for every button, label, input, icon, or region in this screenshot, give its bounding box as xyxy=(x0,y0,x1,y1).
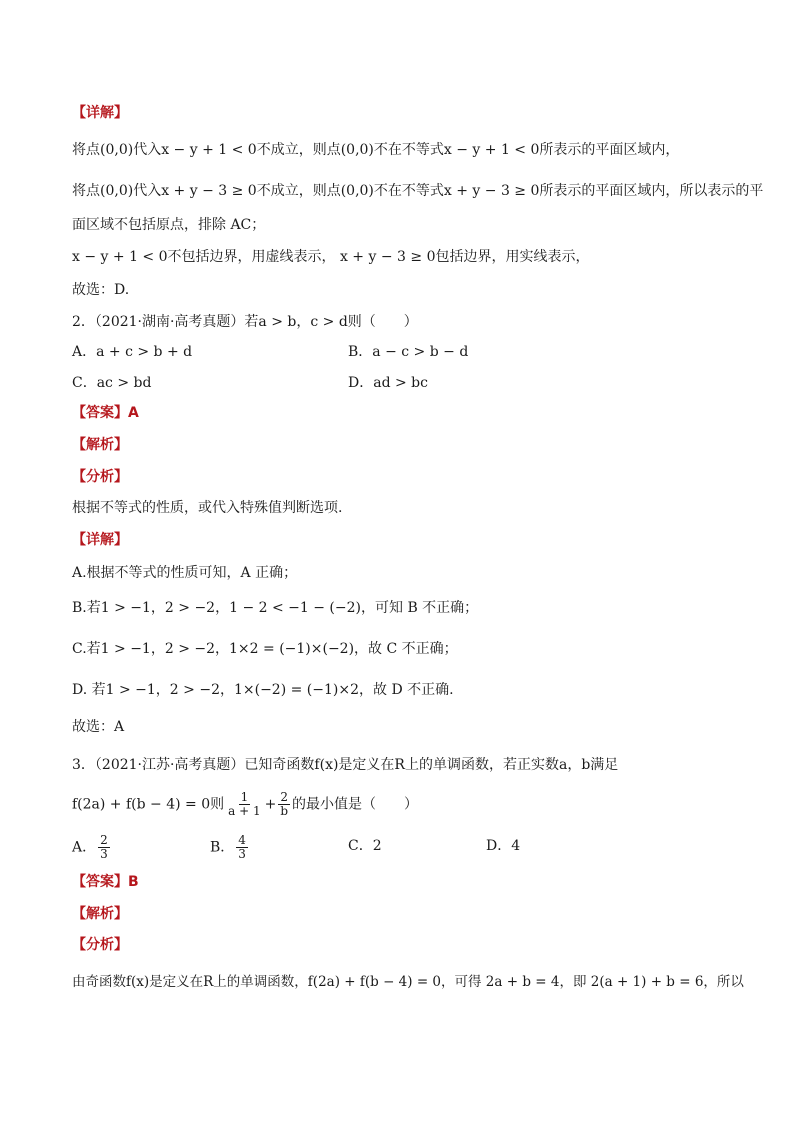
fraction-1-over-a-plus-1 xyxy=(226,791,262,818)
q2-detail-d: D. 若1 > −1，2 > −2，1×(−2) = (−1)×2，故 D 不正确. xyxy=(72,682,454,698)
fraction-numerator: 1 xyxy=(240,790,249,804)
option-label: B． xyxy=(210,839,235,856)
q2-analysis-heading: 【解析】 xyxy=(72,437,128,453)
q2-option-c: C．ac > bd xyxy=(72,375,152,391)
q3-option-a xyxy=(72,834,112,861)
fraction-2-over-b xyxy=(278,791,290,818)
q2-option-b: B．a − c > b − d xyxy=(348,344,469,360)
q3-fenxi-heading: 【分析】 xyxy=(72,937,128,953)
question-3-stem-line-1: 3．（2021·江苏·高考真题）已知奇函数f(x)是定义在R上的单调函数，若正实数a，b满足 xyxy=(72,757,619,773)
q2-detail-b: B.若1 > −1，2 > −2，1 − 2 < −1 − (−2)，可知 B 不正确； xyxy=(72,600,479,616)
fraction-denominator: b xyxy=(280,804,289,818)
question-3-stem-line-2 xyxy=(72,791,418,818)
detail-line-1: 将点(0,0)代入x − y + 1 < 0不成立，则点(0,0)不在不等式x − y + 1 < 0所表示的平面区域内， xyxy=(72,142,680,158)
fraction-denominator: a + 1 xyxy=(228,804,261,818)
q2-detail-c: C.若1 > −1，2 > −2，1×2 = (−1)×(−2)，故 C 不正确； xyxy=(72,641,458,657)
q3-equation: f(2a) + f(b − 4) = 0则 xyxy=(72,796,225,813)
q3-option-c: C．2 xyxy=(348,838,382,854)
q2-option-d: D．ad > bc xyxy=(348,375,428,391)
plus-sign: + xyxy=(264,796,277,813)
q2-fenxi-heading: 【分析】 xyxy=(72,469,128,485)
detail-heading: 【详解】 xyxy=(72,105,128,121)
choice-conclusion: 故选：D. xyxy=(72,282,130,298)
detail-line-3: 面区域不包括原点，排除 AC； xyxy=(72,217,266,233)
q3-option-b xyxy=(210,834,250,861)
fraction-numerator: 4 xyxy=(238,833,246,847)
q3-ask: 的最小值是（ ） xyxy=(292,796,419,813)
q2-detail-heading: 【详解】 xyxy=(72,532,128,548)
fraction-4-3 xyxy=(236,834,248,861)
fraction-numerator: 2 xyxy=(100,833,108,847)
q2-choice-conclusion: 故选：A xyxy=(72,719,125,735)
fraction-2-3 xyxy=(98,834,110,861)
question-2-stem: 2．（2021·湖南·高考真题）若a > b，c > d则（ ） xyxy=(72,314,418,330)
fraction-numerator: 2 xyxy=(280,790,289,804)
detail-line-4: x − y + 1 < 0不包括边界，用虚线表示， x + y − 3 ≥ 0包括边界，用实线表示， xyxy=(72,249,590,265)
option-label: A． xyxy=(72,839,97,856)
fraction-denominator: 3 xyxy=(100,847,108,861)
q3-fenxi-text: 由奇函数f(x)是定义在R上的单调函数，f(2a) + f(b − 4) = 0，可得 2a + b = 4，即 2(a + 1) + b = 6，所以 xyxy=(72,974,744,990)
q3-option-d: D．4 xyxy=(486,838,521,854)
q2-fenxi-text: 根据不等式的性质，或代入特殊值判断选项. xyxy=(72,500,343,516)
q2-detail-a: A.根据不等式的性质可知，A 正确； xyxy=(72,565,298,581)
q2-option-a: A．a + c > b + d xyxy=(72,344,193,360)
fraction-denominator: 3 xyxy=(238,847,246,861)
q3-answer: 【答案】B xyxy=(72,874,139,890)
detail-line-2: 将点(0,0)代入x + y − 3 ≥ 0不成立，则点(0,0)不在不等式x + y − 3 ≥ 0所表示的平面区域内，所以表示的平 xyxy=(72,183,764,199)
q2-answer: 【答案】A xyxy=(72,405,139,421)
q3-analysis-heading: 【解析】 xyxy=(72,906,128,922)
